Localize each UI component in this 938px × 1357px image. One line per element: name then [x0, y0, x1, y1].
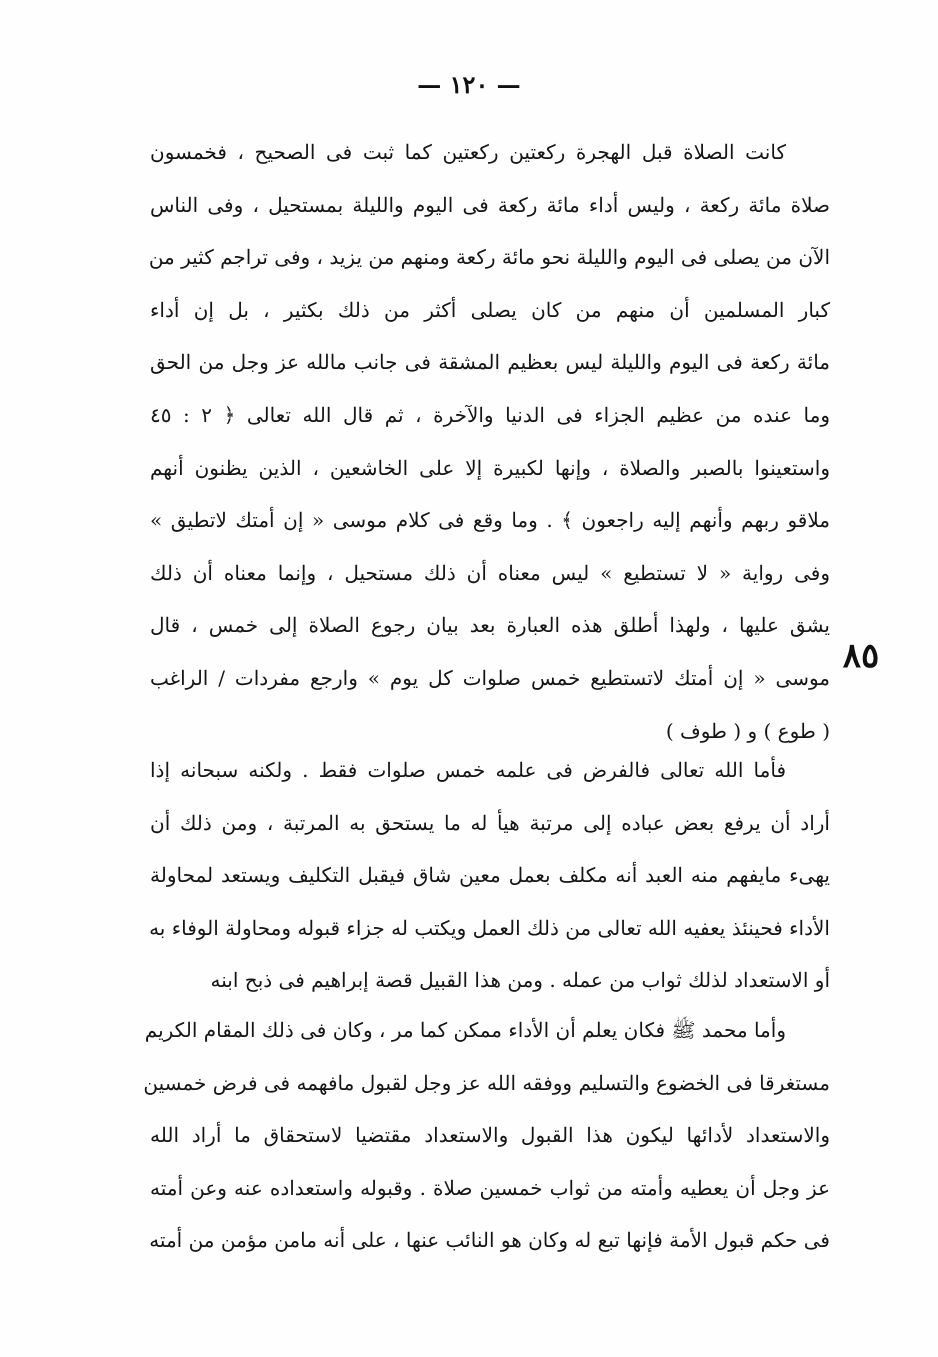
text-line: كانت الصلاة قبل الهجرة ركعتين ركعتين كما ثبت فى الصحيح ، فخمسون: [150, 140, 786, 164]
margin-number: ٨٥: [842, 636, 880, 676]
paragraph-2: [150, 744, 830, 1007]
text-line: عز وجل أن يعطيه وأمته من ثواب خمسين صلاة . وقبوله واستعداده عنه وعن أمته: [150, 1175, 830, 1200]
text-line: فى حكم قبول الأمة فإنها تبع له وكان هو النائب عنها ، على أنه مامن مؤمن من أمته: [149, 1228, 830, 1253]
text-line: أراد أن يرفع بعض عباده إلى مرتبة هيأ له ما يستحق به المرتبة ، ومن ذلك أن: [150, 810, 830, 835]
text-line: موسى « إن أمتك لاتستطيع خمس صلوات كل يوم » وارجع مفردات / الراغب: [150, 665, 830, 690]
text-line: أو الاستعداد لذلك ثواب من عمله . ومن هذا القبيل قصة إبراهيم فى ذبح ابنه: [210, 968, 830, 993]
text-line: فأما الله تعالى فالفرض فى علمه خمس صلوات فقط . ولكنه سبحانه إذا: [150, 758, 786, 782]
text-line: صلاة مائة ركعة ، وليس أداء مائة ركعة فى اليوم والليلة بمستحيل ، وفى الناس: [150, 192, 830, 217]
text-line: يهىء مايفهم منه العبد أنه مكلف بعمل معين شاق فيقبل التكليف ويستعد لمحاولة: [150, 863, 830, 888]
paragraph-1: [150, 126, 830, 757]
text-line: وأما محمد ﷺ فكان يعلم أن الأداء ممكن كما مر ، وكان فى ذلك المقام الكريم: [144, 1018, 786, 1042]
text-line: الأداء فحينئذ يعفيه الله تعالى من ذلك العمل ويكتب له جزاء قبوله ومحاولة الوفاء به: [149, 915, 830, 940]
text-line: مستغرقا فى الخضوع والتسليم ووفقه الله عز وجل لقبول مافهمه فى فرض خمسين: [143, 1070, 830, 1095]
text-line: ملاقو ربهم وأنهم إليه راجعون ﴾ . وما وقع فى كلام موسى « إن أمتك لاتطيق »: [150, 508, 830, 533]
text-line: وفى رواية « لا تستطيع » ليس معناه أن ذلك مستحيل ، وإنما معناه أن ذلك: [150, 560, 830, 585]
text-line: وما عنده من عظيم الجزاء فى الدنيا والآخرة ، ثم قال الله تعالى ﴿ ٢ : ٤٥: [150, 402, 831, 427]
paragraph-3: [143, 1004, 830, 1267]
text-line: مائة ركعة فى اليوم والليلة ليس بعظيم المشقة فى جانب مالله عز وجل من الحق: [150, 350, 830, 375]
text-line: يشق عليها ، ولهذا أطلق هذه العبارة بعد بيان رجوع الصلاة إلى خمس ، قال: [150, 613, 830, 638]
page-number: — ١٢٠ —: [417, 70, 521, 99]
text-line: كبار المسلمين أن منهم من كان يصلى أكثر من ذلك بكثير ، بل إن أداء: [150, 297, 830, 322]
text-line: واستعينوا بالصبر والصلاة ، وإنها لكبيرة إلا على الخاشعين ، الذين يظنون أنهم: [150, 455, 830, 480]
text-line: والاستعداد لأدائها ليكون هذا القبول والاستعداد مقتضيا لاستحقاق ما أراد الله: [150, 1123, 830, 1148]
text-line: الآن من يصلى فى اليوم والليلة نحو مائة ركعة ومنهم من يزيد ، وفى تراجم كثير من: [148, 245, 830, 270]
text-line: ( طوع ) و ( طوف ): [665, 718, 830, 743]
